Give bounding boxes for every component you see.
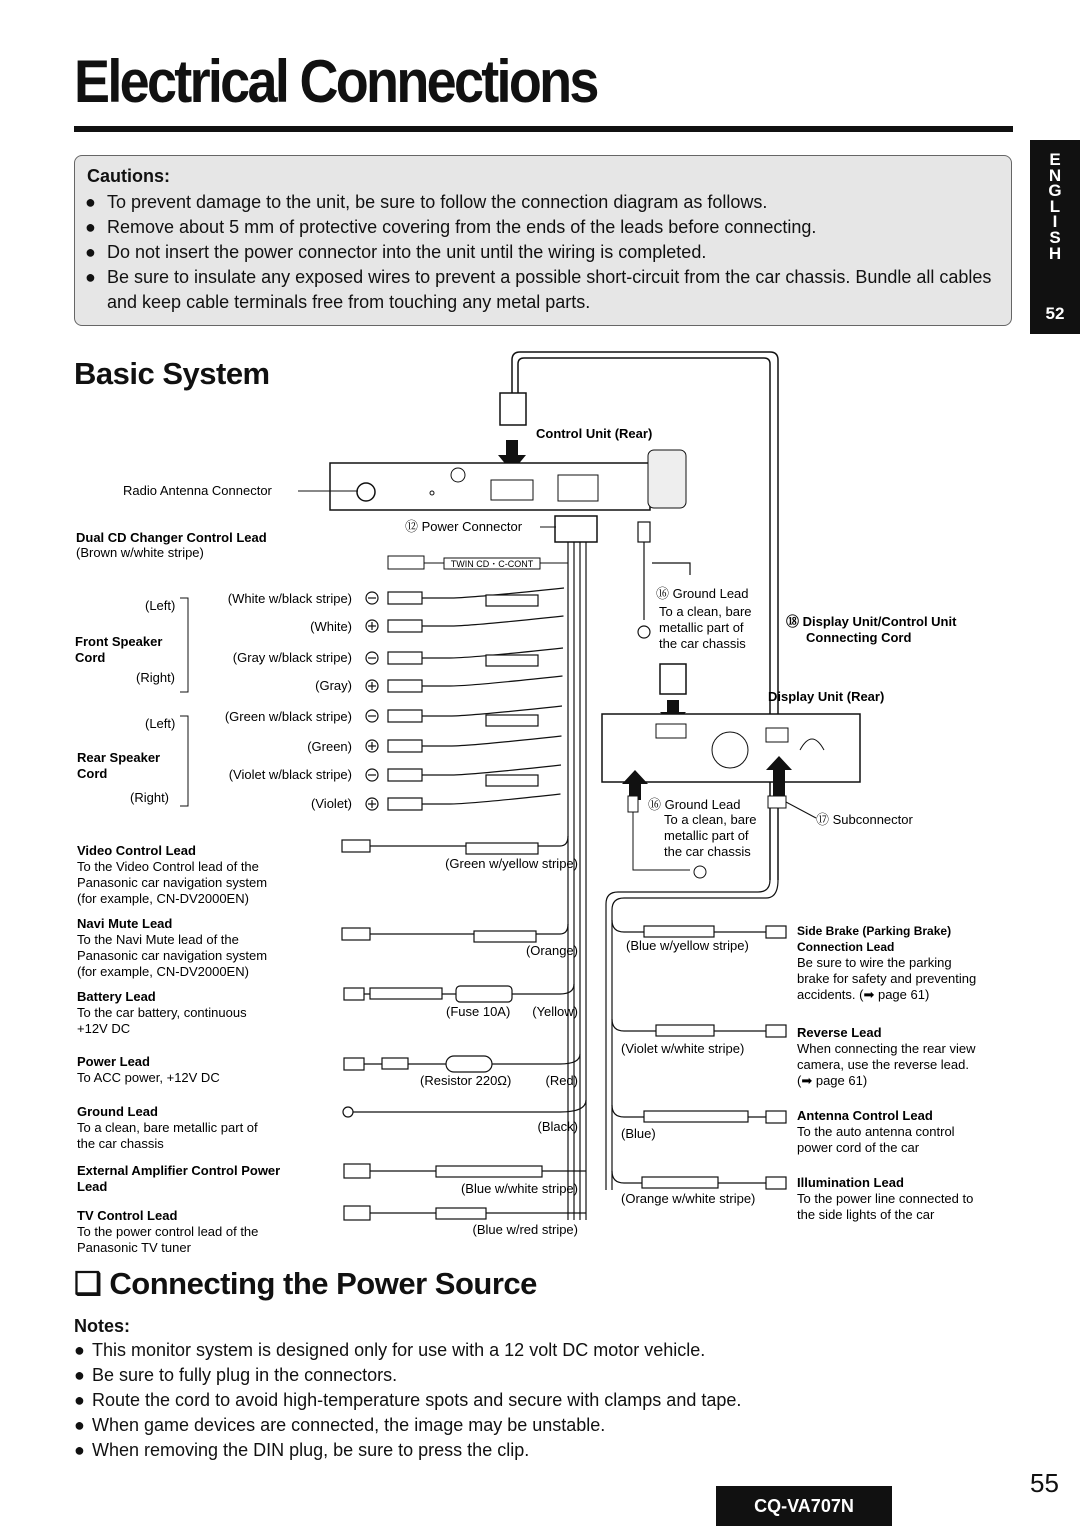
connector-icon <box>344 1164 370 1178</box>
wiring-diagram <box>0 340 1030 1260</box>
wire-color: (Blue w/white stripe) <box>460 1181 578 1196</box>
ground-terminal-icon <box>343 1107 353 1117</box>
desc-line: (for example, CN-DV2000EN) <box>77 964 249 979</box>
wire-color: (Orange) <box>525 943 578 958</box>
desc-line: To the Video Control lead of the <box>77 859 259 874</box>
notes-heading: Notes: <box>74 1316 131 1336</box>
bullet-icon: ● <box>74 1365 85 1385</box>
spade-terminal <box>388 798 422 810</box>
wire-label: (White w/black stripe) <box>227 591 352 606</box>
desc-line: Panasonic car navigation system <box>77 948 268 963</box>
cautions-list <box>85 190 1005 315</box>
wire-label: (Gray w/black stripe) <box>232 650 352 665</box>
wire-label: (White) <box>310 619 352 634</box>
side-brake-title: Side Brake (Parking Brake) <box>797 924 952 938</box>
desc-line: +12V DC <box>77 1021 131 1036</box>
spade-terminal <box>388 769 422 781</box>
language-tab <box>1030 140 1080 334</box>
desc-line: the side lights of the car <box>797 1207 935 1222</box>
bullet-icon: ● <box>74 1340 85 1360</box>
wire-label: (Green w/black stripe) <box>224 709 352 724</box>
note-item: ● When game devices are connected, the image may be unstable. <box>74 1413 974 1438</box>
ext-amp-title-2: Lead <box>77 1179 108 1194</box>
ground-lead-desc: the car chassis <box>659 636 746 651</box>
connecting-cord-label: ⑱ Display Unit/Control Unit <box>786 614 957 629</box>
desc-line: To the power line connected to <box>797 1191 974 1206</box>
wire-label: (Violet) <box>311 796 352 811</box>
caution-item: ● Be sure to insulate any exposed wires to prevent a possible short-circuit from the car chassis. Bundle all cables and keep cable terminals free from touching any metal parts. <box>85 267 992 312</box>
wire-tag <box>486 715 538 726</box>
wire-tag <box>656 1025 714 1036</box>
wire-color: (Violet w/white stripe) <box>621 1041 745 1056</box>
reverse-title: Reverse Lead <box>797 1025 882 1040</box>
cautions-heading: Cautions: <box>87 166 170 186</box>
radio-antenna-label: Radio Antenna Connector <box>123 483 272 498</box>
desc-line: Be sure to wire the parking <box>797 955 952 970</box>
wire-label: (Violet w/black stripe) <box>228 767 352 782</box>
dual-cd-desc: (Brown w/white stripe) <box>76 545 204 560</box>
spade-terminal <box>388 620 422 632</box>
ext-amp-title: External Amplifier Control Power <box>77 1163 281 1178</box>
cable-plug <box>500 393 526 425</box>
bullet-icon: ● <box>85 217 96 237</box>
left-lead-wires <box>342 836 586 1220</box>
wire-tag <box>436 1166 542 1177</box>
antenna-title: Antenna Control Lead <box>797 1108 933 1123</box>
notes-list <box>74 1338 974 1463</box>
caution-item: ● Do not insert the power connector into the unit until the wiring is completed. <box>85 240 1005 265</box>
connector-icon <box>344 1058 364 1070</box>
wire-color: (Blue) <box>621 1126 656 1141</box>
ground-lead-desc: To a clean, bare <box>659 604 752 619</box>
language-tab-letters: E N G L I S H <box>1048 150 1062 263</box>
title-rule <box>74 126 1013 132</box>
dual-cd-title: Dual CD Changer Control Lead <box>76 530 267 545</box>
desc-line: camera, use the reverse lead. <box>797 1057 969 1072</box>
speaker-wires <box>366 588 564 810</box>
note-item: ● Be sure to fully plug in the connectors. <box>74 1363 974 1388</box>
subconnector <box>768 796 786 808</box>
connector-icon <box>766 1025 786 1037</box>
wire-color: (Blue w/yellow stripe) <box>626 938 749 953</box>
connector-icon <box>766 926 786 938</box>
connector-icon <box>342 840 370 852</box>
caution-item: ● To prevent damage to the unit, be sure to follow the connection diagram as follows. <box>85 190 1005 215</box>
wire-tag <box>486 595 538 606</box>
wire-tag <box>436 1208 486 1219</box>
spade-terminal <box>388 652 422 664</box>
checkbox-icon: ❑ <box>74 1266 102 1301</box>
subconnector-label: ⑰ Subconnector <box>816 812 913 827</box>
desc-line: power cord of the car <box>797 1140 920 1155</box>
desc-line: To a clean, bare metallic part of <box>77 1120 258 1135</box>
wire-color: (Green w/yellow stripe) <box>445 856 578 871</box>
model-badge: CQ-VA707N <box>716 1486 892 1526</box>
spade-terminal <box>388 710 422 722</box>
connector-icon <box>344 1206 370 1220</box>
bullet-icon: ● <box>74 1440 85 1460</box>
ground-lead-desc: To a clean, bare <box>664 812 757 827</box>
power-lead-title: Power Lead <box>77 1054 150 1069</box>
power-source-heading <box>74 1266 537 1302</box>
wire-tag <box>486 775 538 786</box>
bullet-icon: ● <box>85 267 96 287</box>
language-tab-number: 52 <box>1045 304 1065 323</box>
desc-line: the car chassis <box>77 1136 164 1151</box>
connector-icon <box>766 1177 786 1189</box>
ground-lead-desc: metallic part of <box>664 828 749 843</box>
wire-tag <box>642 1177 718 1188</box>
desc-line: (for example, CN-DV2000EN) <box>77 891 249 906</box>
wire-color: (Red) <box>545 1073 578 1088</box>
connector-icon <box>766 1111 786 1123</box>
ground-lead-2 <box>628 796 638 812</box>
front-right-label: (Right) <box>136 670 176 685</box>
front-left-label: (Left) <box>145 598 176 613</box>
video-control-title: Video Control Lead <box>77 843 196 858</box>
power-source-heading-text: Connecting the Power Source <box>109 1266 537 1301</box>
front-speaker-title: Front Speaker <box>75 634 163 649</box>
bullet-icon: ● <box>85 192 96 212</box>
desc-line: To the auto antenna control <box>797 1124 955 1139</box>
battery-title: Battery Lead <box>77 989 156 1004</box>
basic-system-heading: Basic System <box>74 356 270 391</box>
ground-lead-label: ⑯ Ground Lead <box>648 797 741 812</box>
control-unit-rear-label: Control Unit (Rear) <box>536 426 653 441</box>
caution-item: ● Remove about 5 mm of protective covering from the ends of the leads before connecting. <box>85 215 1005 240</box>
desc-line: accidents. (➡ page 61) <box>797 987 930 1002</box>
resistor <box>446 1056 492 1072</box>
desc-line: (➡ page 61) <box>797 1073 868 1088</box>
display-cord-plug <box>660 664 686 694</box>
power-connector-label: ⑫ Power Connector <box>405 519 523 534</box>
display-unit <box>602 714 860 782</box>
spade-terminal <box>388 592 422 604</box>
fuse-holder <box>456 986 512 1002</box>
antenna-socket <box>357 483 375 501</box>
navi-mute-title: Navi Mute Lead <box>77 916 173 931</box>
power-connector <box>555 516 597 542</box>
rear-left-label: (Left) <box>145 716 176 731</box>
desc-line: To the power control lead of the <box>77 1224 259 1239</box>
wire-color: (Yellow) <box>532 1004 578 1019</box>
wire-color: (Black) <box>537 1119 578 1134</box>
wire-tag <box>370 988 442 999</box>
tag-twin-cd: TWIN CD・C-CONT <box>450 559 534 569</box>
resistor-label: (Resistor 220Ω) <box>420 1073 512 1088</box>
connector-icon <box>344 988 364 1000</box>
fuse-label: (Fuse 10A) <box>446 1004 511 1019</box>
spade-terminal <box>388 740 422 752</box>
rear-right-label: (Right) <box>130 790 170 805</box>
illumination-title: Illumination Lead <box>797 1175 904 1190</box>
cautions-box <box>74 155 1012 326</box>
wire-tag <box>644 1111 748 1122</box>
rear-speaker-title: Rear Speaker <box>77 750 161 765</box>
desc-line: brake for safety and preventing <box>797 971 977 986</box>
connector-icon <box>342 928 370 940</box>
page-title: Electrical Connections <box>74 48 597 115</box>
wire-color: (Orange w/white stripe) <box>621 1191 756 1206</box>
note-item: ● Route the cord to avoid high-temperature spots and secure with clamps and tape. <box>74 1388 974 1413</box>
side-brake-title-2: Connection Lead <box>797 940 895 954</box>
ground-lead-desc: metallic part of <box>659 620 744 635</box>
display-unit-rear-label: Display Unit (Rear) <box>768 689 885 704</box>
wire-tag <box>486 655 538 666</box>
wire-tag <box>382 1058 408 1069</box>
desc-line: Panasonic car navigation system <box>77 875 268 890</box>
bullet-icon: ● <box>85 242 96 262</box>
desc-line: To ACC power, +12V DC <box>77 1070 220 1085</box>
wire-label: (Green) <box>307 739 352 754</box>
bullet-icon: ● <box>74 1415 85 1435</box>
bullet-icon: ● <box>74 1390 85 1410</box>
desc-line: To the Navi Mute lead of the <box>77 932 239 947</box>
desc-line: When connecting the rear view <box>797 1041 976 1056</box>
note-item: ● This monitor system is designed only for use with a 12 volt DC motor vehicle. <box>74 1338 974 1363</box>
wire-color: (Blue w/red stripe) <box>472 1222 578 1237</box>
rear-speaker-title-2: Cord <box>77 766 108 781</box>
wire-tag <box>466 843 538 854</box>
desc-line: Panasonic TV tuner <box>77 1240 191 1255</box>
spade-terminal <box>388 680 422 692</box>
ground-lead-title: Ground Lead <box>77 1104 158 1119</box>
ground-lead-desc: the car chassis <box>664 844 751 859</box>
connecting-cord-label-2: Connecting Cord <box>806 630 912 645</box>
wire-tag <box>644 926 714 937</box>
tv-control-title: TV Control Lead <box>77 1208 178 1223</box>
wire-label: (Gray) <box>315 678 352 693</box>
wire-tag <box>474 931 536 942</box>
front-speaker-title-2: Cord <box>75 650 106 665</box>
desc-line: To the car battery, continuous <box>77 1005 247 1020</box>
note-item: ● When removing the DIN plug, be sure to press the clip. <box>74 1438 974 1463</box>
page-number: 55 <box>1030 1468 1059 1498</box>
ground-lead-label: ⑯ Ground Lead <box>656 586 749 601</box>
